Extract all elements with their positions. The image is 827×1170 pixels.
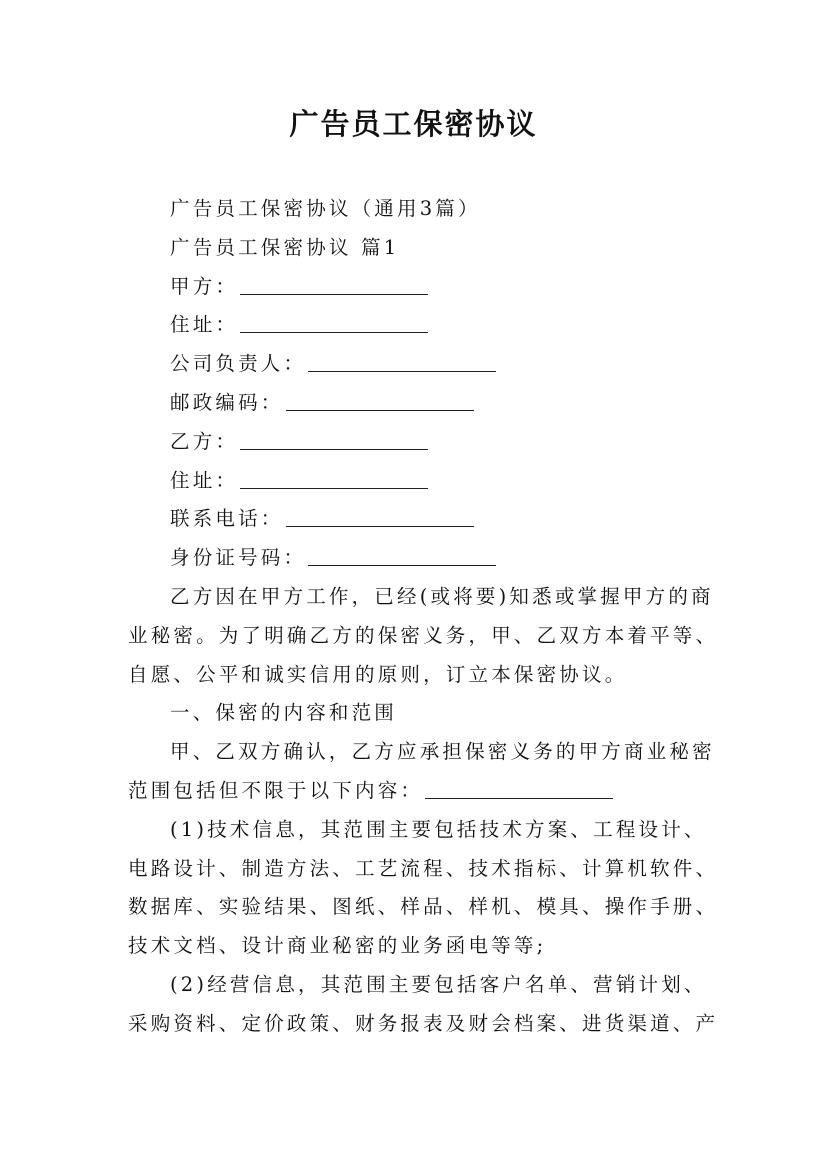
fill-blank <box>308 351 496 372</box>
field-id-number <box>128 539 718 578</box>
item1-line: (1)技术信息，其范围主要包括技术方案、工程设计、 <box>170 817 707 841</box>
item2-line: 采购资料、定价政策、财务报表及财会档案、进货渠道、产 <box>128 1011 719 1035</box>
field-address-b <box>128 462 718 501</box>
scope-text: 范围包括但不限于以下内容： <box>128 778 424 802</box>
field-party-b <box>128 423 718 462</box>
field-label: 乙方： <box>170 429 239 453</box>
scope-line <box>128 772 718 811</box>
fill-blank <box>240 468 428 489</box>
intro-line: 业秘密。为了明确乙方的保密义务，甲、乙双方本着平等、 <box>128 623 719 647</box>
scope-line: 甲、乙双方确认，乙方应承担保密义务的甲方商业秘密 <box>170 740 715 764</box>
fill-blank <box>240 274 428 295</box>
field-postcode <box>128 384 718 423</box>
field-label: 公司负责人： <box>170 352 307 376</box>
intro-line: 自愿、公平和诚实信用的原则，订立本保密协议。 <box>128 662 628 686</box>
intro-line: 乙方因在甲方工作，已经(或将要)知悉或掌握甲方的商 <box>170 584 714 608</box>
item2-line: (2)经营信息，其范围主要包括客户名单、营销计划、 <box>170 972 707 996</box>
field-address-a <box>128 306 718 345</box>
field-label: 邮政编码： <box>170 390 284 414</box>
field-party-a <box>128 268 718 307</box>
document-body <box>128 190 718 1044</box>
section-heading: 一、保密的内容和范围 <box>170 701 398 725</box>
document-subtitle: 广告员工保密协议（通用3篇） <box>170 197 481 220</box>
fill-blank <box>286 506 474 527</box>
item1-line: 技术文档、设计商业秘密的业务函电等等; <box>128 934 547 958</box>
section-title: 广告员工保密协议 篇1 <box>170 235 400 259</box>
document-title: 广告员工保密协议 <box>289 107 538 141</box>
fill-blank <box>425 778 613 799</box>
field-label: 联系电话： <box>170 507 284 531</box>
field-label: 甲方： <box>170 274 239 298</box>
field-phone <box>128 500 718 539</box>
item1-line: 电路设计、制造方法、工艺流程、技术指标、计算机软件、 <box>128 856 719 880</box>
field-label: 住址： <box>170 313 239 337</box>
fill-blank <box>286 390 474 411</box>
fill-blank <box>308 545 496 566</box>
fill-blank <box>240 429 428 450</box>
field-label: 住址： <box>170 468 239 492</box>
fill-blank <box>240 312 428 333</box>
item1-line: 数据库、实验结果、图纸、样品、样机、模具、操作手册、 <box>128 895 719 919</box>
field-company-head <box>128 345 718 384</box>
field-label: 身份证号码： <box>170 546 307 570</box>
